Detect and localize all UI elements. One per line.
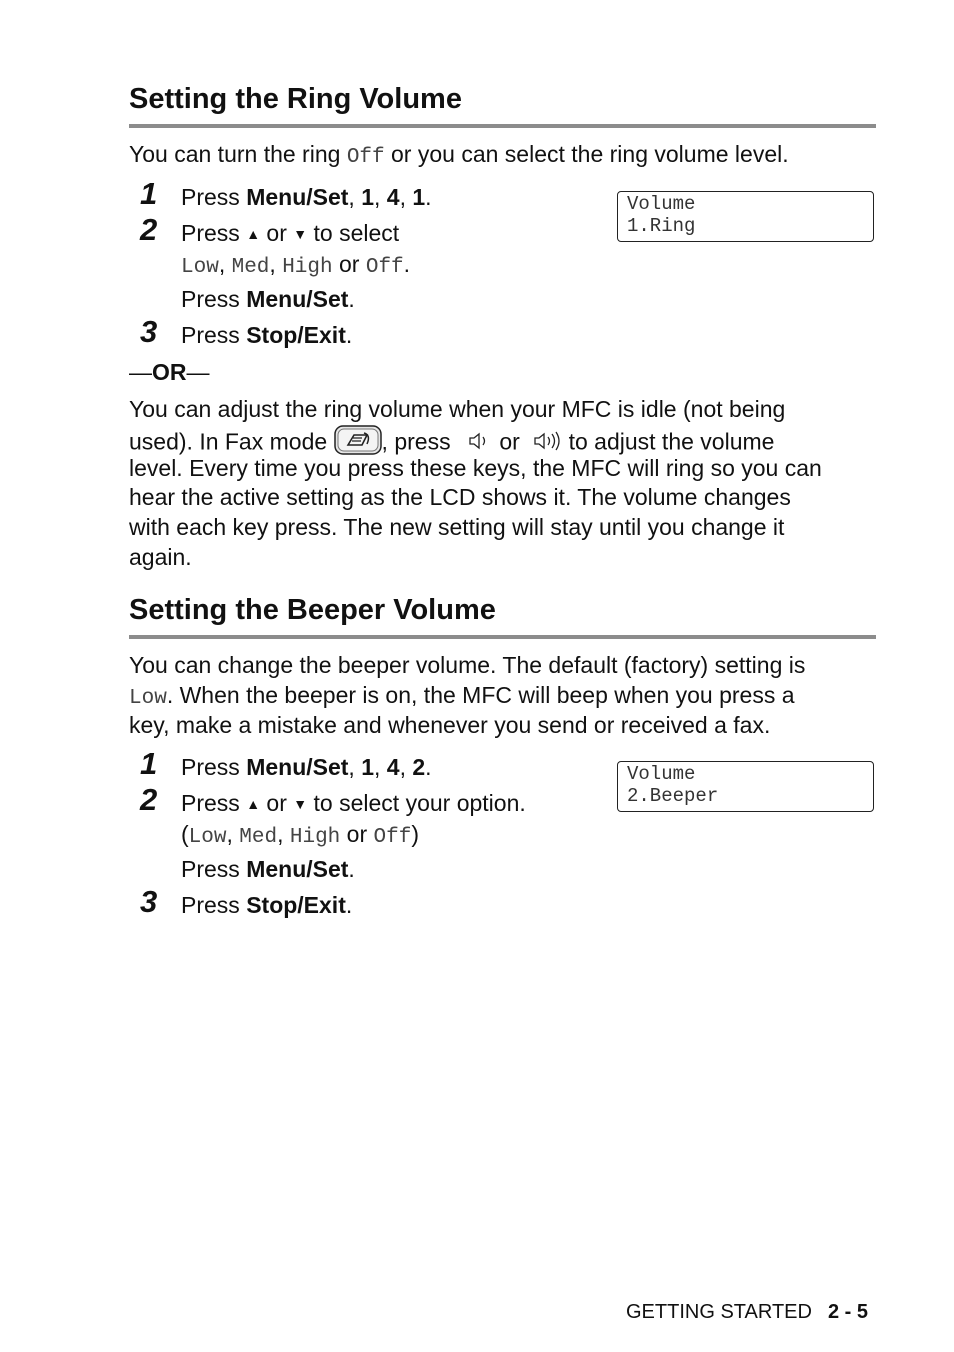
- step-sep: ,: [374, 754, 387, 780]
- key-name: Stop/Exit: [246, 322, 346, 348]
- key-name: Menu/Set: [246, 184, 349, 210]
- step-text: or: [260, 220, 294, 246]
- key-digit: 4: [386, 184, 400, 210]
- ring-intro-text-b: or you can select the ring volume level.: [384, 141, 789, 167]
- step-sep: ,: [348, 754, 362, 780]
- lcd-line-1: Volume: [627, 763, 696, 785]
- step-number-3: 3: [140, 884, 158, 919]
- step-end: .: [425, 184, 432, 210]
- ring-para-line-6: again.: [129, 544, 192, 570]
- option-low: Low: [181, 256, 219, 279]
- step-number-2: 2: [140, 212, 158, 247]
- ring-para-line-3: level. Every time you press these keys, the MFC will ring so you can: [129, 455, 822, 481]
- paren: ): [411, 821, 419, 847]
- step-end: .: [348, 286, 355, 312]
- step-text: or: [340, 821, 374, 847]
- option-med: Med: [239, 826, 278, 849]
- option-med: Med: [231, 256, 270, 279]
- beeper-step-2-options: [181, 819, 419, 853]
- ring-step-3: [181, 320, 352, 350]
- footer-page-number: 2 - 5: [827, 1301, 868, 1323]
- section-rule: [129, 635, 876, 639]
- ring-step-2-line-1: [181, 218, 399, 249]
- step-number-1: 1: [140, 176, 158, 211]
- ring-step-1: [181, 182, 432, 212]
- step-sep: ,: [399, 184, 413, 210]
- lcd-line-2: 2.Beeper: [627, 785, 719, 807]
- section-title-ring-volume: Setting the Ring Volume: [129, 83, 462, 115]
- step-sep: ,: [269, 251, 283, 277]
- step-text: Press: [181, 286, 247, 312]
- em-dash: —: [129, 359, 152, 385]
- key-digit: 4: [386, 754, 400, 780]
- ring-intro-code: Off: [346, 146, 385, 169]
- step-sep: ,: [348, 184, 362, 210]
- step-sep: ,: [277, 821, 290, 847]
- step-sep: ,: [226, 821, 240, 847]
- ring-intro: [129, 139, 789, 173]
- section-title-beeper-volume: Setting the Beeper Volume: [129, 594, 496, 626]
- key-name: Menu/Set: [246, 754, 349, 780]
- up-triangle-icon: ▲: [246, 226, 261, 242]
- step-sep: ,: [374, 184, 387, 210]
- ring-para-line-5: with each key press. The new setting will stay until you change it: [129, 514, 785, 540]
- up-triangle-icon: ▲: [246, 796, 261, 812]
- em-dash: —: [186, 359, 210, 385]
- step-number-1: 1: [140, 746, 158, 781]
- para-text: to adjust the volume: [562, 428, 775, 455]
- default-code: Low: [129, 687, 167, 710]
- step-sep: ,: [218, 251, 232, 277]
- beeper-step-1: [181, 752, 432, 782]
- option-off: Off: [365, 256, 404, 279]
- step-end: .: [345, 322, 353, 348]
- beeper-step-2-line-1: [181, 788, 526, 819]
- step-end: .: [348, 856, 355, 882]
- key-name: Menu/Set: [246, 286, 349, 312]
- or-label: OR: [152, 359, 187, 385]
- beeper-intro-line-2: [129, 680, 795, 714]
- beeper-step-3: [181, 890, 352, 920]
- step-end: .: [403, 251, 411, 277]
- step-text: Press: [181, 322, 247, 348]
- option-high: High: [282, 256, 333, 279]
- ring-para-line-4: hear the active setting as the LCD shows it. The volume changes: [129, 484, 791, 510]
- key-name: Menu/Set: [246, 856, 349, 882]
- lcd-display-beeper: [617, 761, 874, 812]
- key-digit: 1: [412, 184, 426, 210]
- ring-step-2-options: [181, 249, 410, 283]
- ring-step-2-line-3: [181, 284, 355, 314]
- key-digit: 1: [361, 184, 374, 210]
- beeper-intro-line-1: You can change the beeper volume. The default (factory) setting is: [129, 652, 806, 678]
- step-text: Press: [181, 754, 247, 780]
- section-rule: [129, 124, 876, 128]
- step-text: Press: [181, 220, 247, 246]
- step-sep: ,: [399, 754, 413, 780]
- or-separator: [129, 357, 210, 387]
- footer-section: GETTING STARTED: [626, 1301, 812, 1323]
- option-off: Off: [373, 826, 412, 849]
- step-text: or: [260, 790, 294, 816]
- step-text: Press: [181, 790, 247, 816]
- step-text: to select your option.: [307, 790, 526, 816]
- lcd-line-2: 1.Ring: [627, 215, 696, 237]
- ring-intro-text-a: You can turn the ring: [129, 141, 347, 167]
- ring-para-line-1: You can adjust the ring volume when your MFC is idle (not being: [129, 396, 786, 422]
- step-text: or: [332, 251, 366, 277]
- step-number-3: 3: [140, 314, 158, 349]
- down-triangle-icon: ▼: [293, 226, 308, 242]
- para-text: or: [492, 428, 527, 455]
- step-text: to select: [307, 220, 400, 246]
- para-text: , press: [381, 428, 457, 455]
- option-high: High: [289, 826, 341, 849]
- down-triangle-icon: ▼: [293, 796, 308, 812]
- step-end: .: [425, 754, 432, 780]
- beeper-intro-line-3: key, make a mistake and whenever you send or received a fax.: [129, 712, 771, 738]
- page-footer: [626, 1301, 868, 1324]
- para-text: . When the beeper is on, the MFC will beep when you press a: [166, 682, 795, 708]
- step-text: Press: [181, 184, 247, 210]
- lcd-display-ring: [617, 191, 874, 242]
- key-digit: 1: [361, 754, 374, 780]
- key-digit: 2: [412, 754, 426, 780]
- paren: (: [181, 821, 189, 847]
- step-text: Press: [181, 856, 247, 882]
- beeper-step-2-line-3: [181, 854, 355, 884]
- lcd-line-1: Volume: [627, 193, 696, 215]
- key-name: Stop/Exit: [246, 892, 346, 918]
- step-end: .: [345, 892, 353, 918]
- step-text: Press: [181, 892, 247, 918]
- option-low: Low: [188, 826, 227, 849]
- step-number-2: 2: [140, 782, 158, 817]
- para-text: used). In Fax mode: [129, 428, 334, 455]
